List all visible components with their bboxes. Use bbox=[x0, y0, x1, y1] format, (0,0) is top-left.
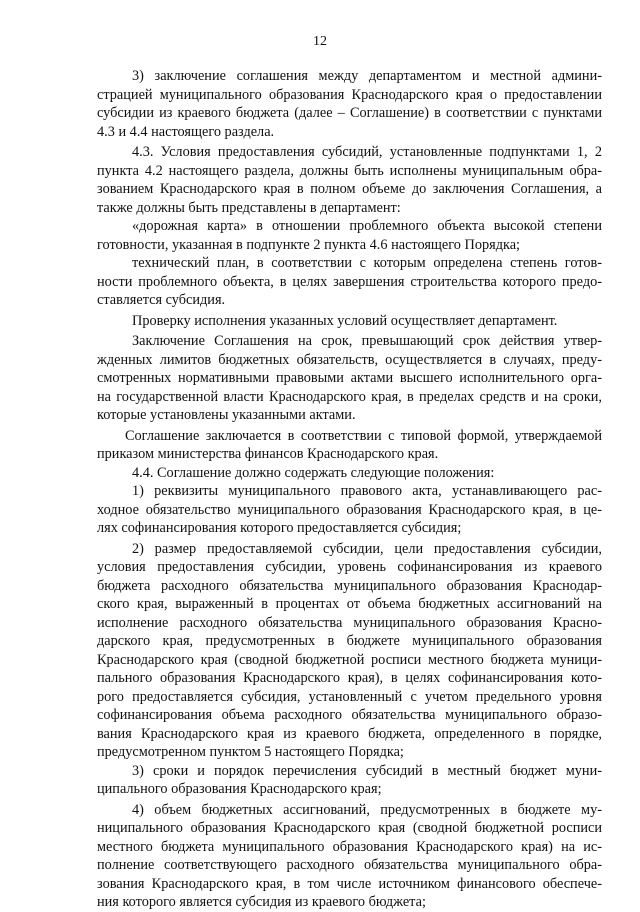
text-line: бюджета расходного обязательства муниципального образования Краснодар- bbox=[97, 577, 602, 594]
text-line: также должны быть представлены в департамент: bbox=[97, 199, 401, 216]
text-line: 3) сроки и порядок перечисления субсидий в местный бюджет муни- bbox=[132, 762, 602, 779]
text-line: пункта 4.2 настоящего раздела, должны быть исполнены муниципальным обра- bbox=[97, 162, 602, 179]
text-line: технический план, в соответствии с которым определена степень готов- bbox=[132, 255, 602, 271]
text-line: условия предоставления субсидии, уровень софинансирования из краевого bbox=[97, 559, 602, 575]
text-line: предусмотренном пунктом 5 настоящего Порядка; bbox=[97, 744, 404, 760]
text-line: страцией муниципального образования Краснодарского края о предоставлении bbox=[97, 86, 602, 103]
text-line: которые установлены указанными актами. bbox=[97, 407, 356, 423]
text-line: 4.3. Условия предоставления субсидий, установленные подпунктами 1, 2 bbox=[132, 144, 602, 160]
text-line: ципального образования Краснодарского края; bbox=[97, 781, 382, 797]
text-line: Заключение Соглашения на срок, превышающий срок действия утвер- bbox=[132, 333, 602, 349]
text-line: на государственной власти Краснодарского края, в пределах средств и на сроки, bbox=[97, 388, 602, 405]
text-line: пального образования Краснодарского края), в целях софинансирования кото- bbox=[97, 670, 602, 686]
text-line: 4) объем бюджетных ассигнований, предусмотренных в бюджете му- bbox=[132, 801, 602, 818]
text-line: 4.4. Соглашение должно содержать следующие положения: bbox=[132, 464, 495, 481]
text-line: зования Краснодарского края, в том числе источником финансового обеспече- bbox=[97, 875, 602, 892]
text-line: субсидии из краевого бюджета (далее – Соглашение) в соответствии с пунктами bbox=[97, 105, 602, 121]
text-line: ниципального образования Краснодарского края (сводной бюджетной росписи bbox=[97, 820, 602, 836]
text-line: исполнение расходного обязательства муниципального образования Красно- bbox=[97, 614, 602, 631]
text-line: рого предоставляется субсидия, установленный с учетом предельного уровня bbox=[97, 688, 602, 705]
text-line: софинансирования объема расходного обязательства муниципального образо- bbox=[97, 707, 602, 723]
text-line: готовности, указанная в подпункте 2 пункта 4.6 настоящего Порядка; bbox=[97, 236, 521, 253]
text-line: «дорожная карта» в отношении проблемного объекта высокой степени bbox=[132, 218, 602, 234]
text-line: ния которого является субсидия из краевого бюджета; bbox=[97, 894, 426, 910]
text-line: дарского края, предусмотренных в бюджете муниципального образования bbox=[97, 633, 602, 649]
text-line: приказом министерства финансов Краснодарского края. bbox=[97, 446, 439, 462]
text-line: 3) заключение соглашения между департаментом и местной админи- bbox=[132, 68, 602, 84]
text-line: 1) реквизиты муниципального правового акта, устанавливающего рас- bbox=[132, 483, 602, 499]
page-number: 12 bbox=[313, 34, 327, 49]
text-line: лях софинансирования которого предоставляется субсидия; bbox=[97, 520, 462, 536]
text-line: ставляется субсидия. bbox=[97, 292, 226, 308]
text-line: зованием Краснодарского края в полном объеме до заключения Соглашения, а bbox=[97, 181, 602, 197]
text-line: полнение соответствующего расходного обязательства муниципального обра- bbox=[97, 857, 602, 873]
text-line: вания Краснодарского края из краевого бюджета, определенного в порядке, bbox=[97, 725, 602, 742]
text-line: Соглашение заключается в соответствии с типовой формой, утверждаемой bbox=[125, 427, 602, 444]
text-line: жденных лимитов бюджетных обязательств, осуществляется в случаях, преду- bbox=[97, 351, 602, 368]
text-line: 4.3 и 4.4 настоящего раздела. bbox=[97, 123, 275, 140]
text-line: Проверку исполнения указанных условий осуществляет департамент. bbox=[132, 312, 558, 329]
text-line: Краснодарского края (сводной бюджетной росписи местного бюджета муници- bbox=[97, 651, 602, 668]
document-body bbox=[97, 67, 602, 912]
text-line: 2) размер предоставляемой субсидии, цели предоставления субсидии, bbox=[132, 540, 602, 557]
text-line: ности проблемного объекта, в целях завершения строительства которого предо- bbox=[97, 273, 602, 290]
text-line: смотренных нормативными правовыми актами высшего исполнительного орга- bbox=[97, 370, 602, 386]
text-line: местного бюджета муниципального образования Краснодарского края) на ис- bbox=[97, 838, 602, 855]
text-line: ского края, выраженный в процентах от объема бюджетных ассигнований на bbox=[97, 596, 602, 612]
text-line: ходное обязательство муниципального образования Краснодарского края, в це- bbox=[97, 501, 602, 518]
